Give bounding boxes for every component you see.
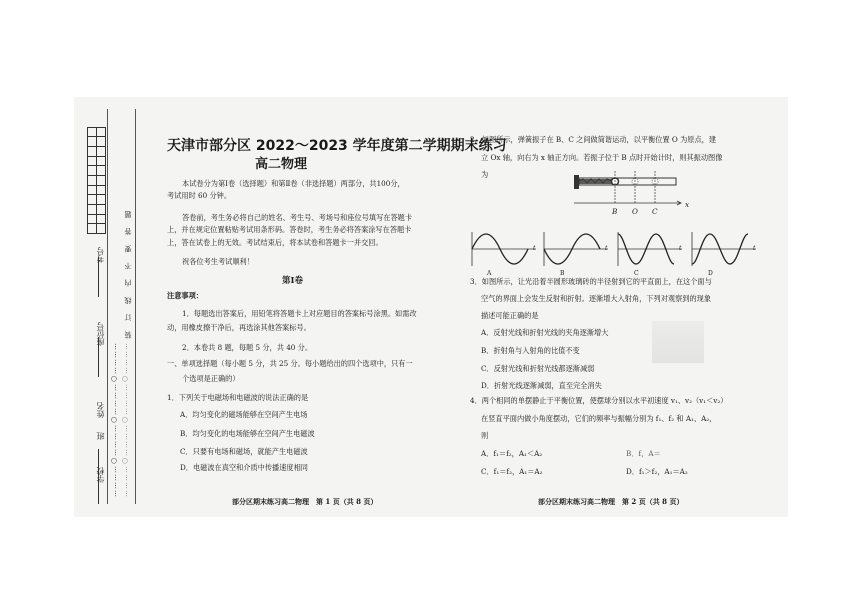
q4-option-c: C．f₁＝f₂，A₁＝A₂ xyxy=(481,467,543,476)
graph-b-t: t xyxy=(605,245,608,252)
intro-line-3: 答卷前，考生务必将自己的姓名、考生号、考场号和座位号填写在答题卡 xyxy=(182,213,413,222)
graph-a xyxy=(466,230,538,268)
q4-line-1: 4．两个相同的单摆静止于平衡位置，使摆球分别以水平初速度 v₁、v₂（v₁＜v₂） xyxy=(470,396,728,405)
section-title: 第Ⅰ卷 xyxy=(282,276,303,286)
q2-line-3: 为 xyxy=(481,170,489,179)
q3-option-a: A．反射光线和折射光线的夹角逐渐增大 xyxy=(481,328,609,337)
intro-line-2: 考试用时 60 分钟。 xyxy=(167,191,232,200)
fig-label-c: C xyxy=(652,207,658,216)
q4-option-a: A．f₁＝f₂，A₁＜A₂ xyxy=(481,449,543,458)
exam-title: 天津市部分区 2022～2023 学年度第二学期期末练习 xyxy=(167,138,507,154)
graph-d xyxy=(686,230,758,268)
left-footer: 部分区期末练习高二物理 第 1 页（共 8 页） xyxy=(232,497,378,506)
graph-a-t: t xyxy=(533,245,536,252)
q2-line-2: 立 Ox 轴，向右为 x 轴正方向。若振子位于 B 点时开始计时，则其振动图像 xyxy=(481,153,723,162)
q3-line-2: 空气的界面上会发生反射和折射。逐渐增大入射角，下列对观察到的现象 xyxy=(481,294,712,303)
part1-line-1: 一、单项选择题（每小题 5 分，共 25 分。每小题给出的四个选项中，只有一 xyxy=(167,359,413,368)
graph-b-letter: B xyxy=(560,270,565,277)
fig-label-x: x xyxy=(685,200,690,209)
q4-option-b: B．f，A＝ xyxy=(626,449,661,458)
q4-option-d: D．f₁＞f₂，A₁＝A₂ xyxy=(626,467,688,476)
note-1: 1．每题选出答案后，用铅笔将答题卡上对应题目的答案标号涂黑。如需改 xyxy=(182,309,417,318)
q4-line-2: 在竖直平面内做小角度摆动，它们的频率与振幅分别为 f₁、f₂ 和 A₁、A₂， xyxy=(481,414,717,423)
note-1-cont: 动，用橡皮擦干净后，再选涂其他答案标号。 xyxy=(167,323,311,332)
fig-label-b: B xyxy=(612,207,618,216)
graph-c-t: t xyxy=(679,245,682,252)
binding-dots-inner: …………○…………○…………○………… xyxy=(121,342,129,497)
q3-option-c: C．反射光线和折射光线都逐渐减弱 xyxy=(481,364,595,373)
exam-no-label: 考号 xyxy=(96,247,105,263)
name-label: 姓名 xyxy=(96,402,105,418)
q3-option-d: D．折射光线逐渐减弱，直至完全消失 xyxy=(481,381,602,390)
q1-option-d: D．电磁波在真空和介质中传播速度相同 xyxy=(180,463,308,472)
q1-option-b: B．均匀变化的电场能够在空间产生电磁波 xyxy=(180,429,315,438)
q3-line-1: 3．如图所示，让光沿着半圆形玻璃砖的半径射到它的平直面上，在这个面与 xyxy=(470,277,712,286)
binding-dots-outer: …………○…………○…………○………… xyxy=(110,342,118,497)
intro-line-5: 上，答在试卷上的无效。考试结束后，将本试卷和答题卡一并交回。 xyxy=(167,238,383,247)
graph-b xyxy=(538,230,610,268)
q1-stem: 1．下列关于电磁场和电磁波的说法正确的是 xyxy=(167,393,309,402)
graph-a-letter: A xyxy=(487,270,492,277)
graph-c xyxy=(612,230,684,268)
exam-subject: 高二物理 xyxy=(255,157,308,172)
graph-c-letter: C xyxy=(634,270,639,277)
school-label: 学校 xyxy=(96,467,105,483)
exam-number-boxes xyxy=(87,127,105,234)
binding-tear-note: 装 订 线 内 不 要 答 题 xyxy=(124,207,132,339)
exam-no-line xyxy=(98,257,99,297)
note-2: 2．本卷共 8 题，每题 5 分，共 40 分。 xyxy=(182,343,313,352)
right-footer: 部分区期末练习高二物理 第 2 页（共 8 页） xyxy=(538,497,684,506)
q1-option-c: C．只要有电场和磁场，就能产生电磁波 xyxy=(180,447,308,456)
q2-line-1: 2．如图所示，弹簧振子在 B、C 之间做简谐运动，以平衡位置 O 为原点，建 xyxy=(470,135,717,144)
binding-line-outer xyxy=(107,109,108,504)
q3-figure-placeholder xyxy=(652,321,704,363)
graph-d-t: t xyxy=(753,245,756,252)
seat-label: 座位号 xyxy=(96,322,105,346)
intro-line-1: 本试卷分为第Ⅰ卷（选择题）和第Ⅱ卷（非选择题）两部分，共100分， xyxy=(182,179,405,188)
spring-oscillator-figure xyxy=(574,169,684,217)
part1-line-2: 个选项是正确的） xyxy=(182,374,240,383)
exam-paper xyxy=(74,97,788,517)
notes-title: 注意事项： xyxy=(167,291,203,300)
fig-label-o: O xyxy=(632,207,638,216)
q4-line-3: 则 xyxy=(481,431,489,440)
seat-line xyxy=(98,337,99,377)
intro-wish: 祝各位考生考试顺利！ xyxy=(182,257,254,266)
class-label: 班 xyxy=(96,432,105,440)
intro-line-4: 上，并在规定位置粘贴考试用条形码。答卷时，考生务必将答案涂写在答题卡 xyxy=(167,225,412,234)
q1-option-a: A．均匀变化的磁场能够在空间产生电场 xyxy=(180,410,308,419)
binding-line-inner xyxy=(135,109,136,504)
q3-line-3: 描述可能正确的是 xyxy=(481,311,539,320)
school-line xyxy=(98,449,99,504)
graph-d-letter: D xyxy=(708,270,713,277)
q3-option-b: B．折射角与入射角的比值不变 xyxy=(481,346,580,355)
